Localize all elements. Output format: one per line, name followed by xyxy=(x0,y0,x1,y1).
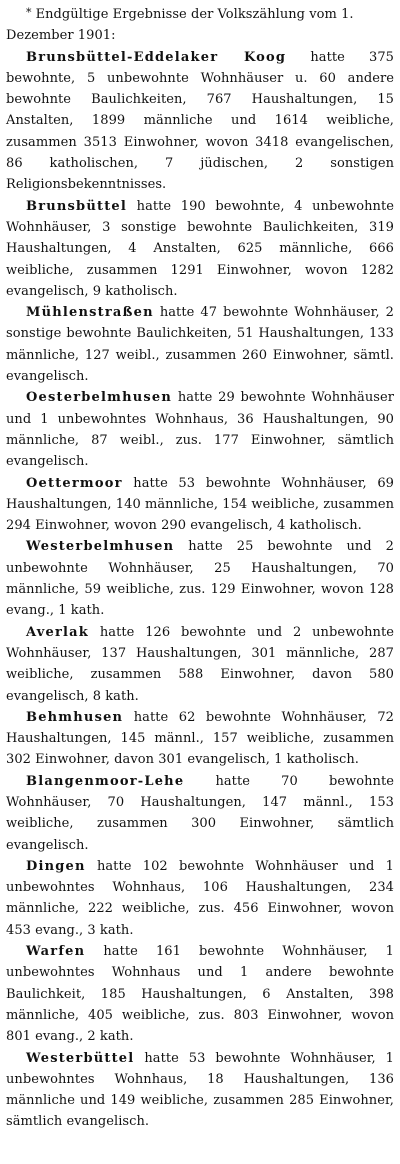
census-entry-westerbuettel xyxy=(6,1048,394,1133)
place-name: Warfen xyxy=(26,944,86,960)
census-entry-behmhusen xyxy=(6,707,394,771)
entry-text: hatte 126 bewohnte und 2 unbewohnte Wohnhäuser, 137 Haushaltungen, 301 männliche, 287 weibliche, zusammen 588 Einwohner, davon 580 evangelisch, 8 kath. xyxy=(6,624,394,704)
census-entry-blangenmoor-lehe xyxy=(6,771,394,856)
entry-text: hatte 62 bewohnte Wohnhäuser, 72 Haushaltungen, 145 männl., 157 weibliche, zusammen 302 Einwohner, davon 301 evangelisch, 1 katholisch. xyxy=(6,709,394,768)
place-name: Oesterbelmhusen xyxy=(26,390,173,406)
census-entry-oesterbelmhusen xyxy=(6,387,394,472)
entry-text: hatte 53 bewohnte Wohnhäuser, 1 unbewohntes Wohnhaus, 18 Haushaltungen, 136 männliche und 149 weibliche, zusammen 285 Einwohner, sämtlich evangelisch. xyxy=(6,1050,394,1130)
place-name: Dingen xyxy=(26,858,86,874)
census-heading xyxy=(6,2,394,47)
place-name: Averlak xyxy=(26,624,90,640)
place-name: Westerbüttel xyxy=(26,1050,135,1066)
census-heading-text: Endgültige Ergebnisse der Volkszählung vom 1. Dezember 1901: xyxy=(6,7,354,44)
entry-text: hatte 53 bewohnte Wohnhäuser, 69 Haushaltungen, 140 männliche, 154 weibliche, zusammen 294 Einwohner, wovon 290 evangelisch, 4 katholisch. xyxy=(6,475,394,534)
place-name: Blangenmoor-Lehe xyxy=(26,773,185,789)
census-entry-muehlenstrassen xyxy=(6,302,394,387)
census-entry-dingen xyxy=(6,856,394,941)
entry-text: hatte 190 bewohnte, 4 unbewohnte Wohnhäuser, 3 sonstige bewohnte Baulichkeiten, 319 Haushaltungen, 4 Anstalten, 625 männliche, 666 weibliche, zusammen 1291 Einwohner, wovon 1282 evangelisch, 9 katholisch. xyxy=(6,198,394,299)
entry-text: hatte 29 bewohnte Wohnhäuser und 1 unbewohntes Wohnhaus, 36 Haushaltungen, 90 männliche, 87 weibl., zus. 177 Einwohner, sämtlich evangelisch. xyxy=(6,390,394,470)
census-entry-oettermoor xyxy=(6,473,394,537)
place-name: Oettermoor xyxy=(26,475,123,491)
entry-text: hatte 161 bewohnte Wohnhäuser, 1 unbewohntes Wohnhaus und 1 andere bewohnte Baulichkeit, 185 Haushaltungen, 6 Anstalten, 398 männliche, 405 weibliche, zus. 803 Einwohner, wovon 801 evang., 2 kath. xyxy=(6,944,394,1045)
entry-text: hatte 70 bewohnte Wohnhäuser, 70 Haushaltungen, 147 männl., 153 weibliche, zusammen 300 Einwohner, sämtlich evangelisch. xyxy=(6,773,394,853)
entry-text: hatte 102 bewohnte Wohnhäuser und 1 unbewohntes Wohnhaus, 106 Haushaltungen, 234 männliche, 222 weibliche, zus. 456 Einwohner, wovon 453 evang., 3 kath. xyxy=(6,858,394,938)
census-entry-westerbelmhusen xyxy=(6,536,394,621)
place-name: Behmhusen xyxy=(26,709,124,725)
entry-text: hatte 375 bewohnte, 5 unbewohnte Wohnhäuser u. 60 andere bewohnte Baulichkeiten, 767 Haushaltungen, 15 Anstalten, 1899 männliche und 1614 weibliche, zusammen 3513 Einwohner, wovon 3418 evangelischen, 86 katholischen, 7 jüdischen, 2 sonstigen Religionsbekenntnisses. xyxy=(6,49,394,193)
census-entry-brunsbuettel-eddelaker-koog xyxy=(6,47,394,196)
footnote-marker: * xyxy=(26,6,32,19)
place-name: Westerbelmhusen xyxy=(26,539,175,555)
place-name: Brunsbüttel xyxy=(26,198,128,214)
census-entry-brunsbuettel xyxy=(6,196,394,302)
census-entry-warfen xyxy=(6,941,394,1047)
census-entry-averlak xyxy=(6,622,394,707)
place-name: Brunsbüttel-Eddelaker Koog xyxy=(26,49,287,65)
entry-text: hatte 47 bewohnte Wohnhäuser, 2 sonstige bewohnte Baulichkeiten, 51 Haushaltungen, 133 männliche, 127 weibl., zusammen 260 Einwohner, sämtl. evangelisch. xyxy=(6,305,394,385)
place-name: Mühlenstraßen xyxy=(26,305,154,321)
entry-text: hatte 25 bewohnte und 2 unbewohnte Wohnhäuser, 25 Haushaltungen, 70 männliche, 59 weibliche, zus. 129 Einwohner, wovon 128 evang., 1 kath. xyxy=(6,539,394,619)
